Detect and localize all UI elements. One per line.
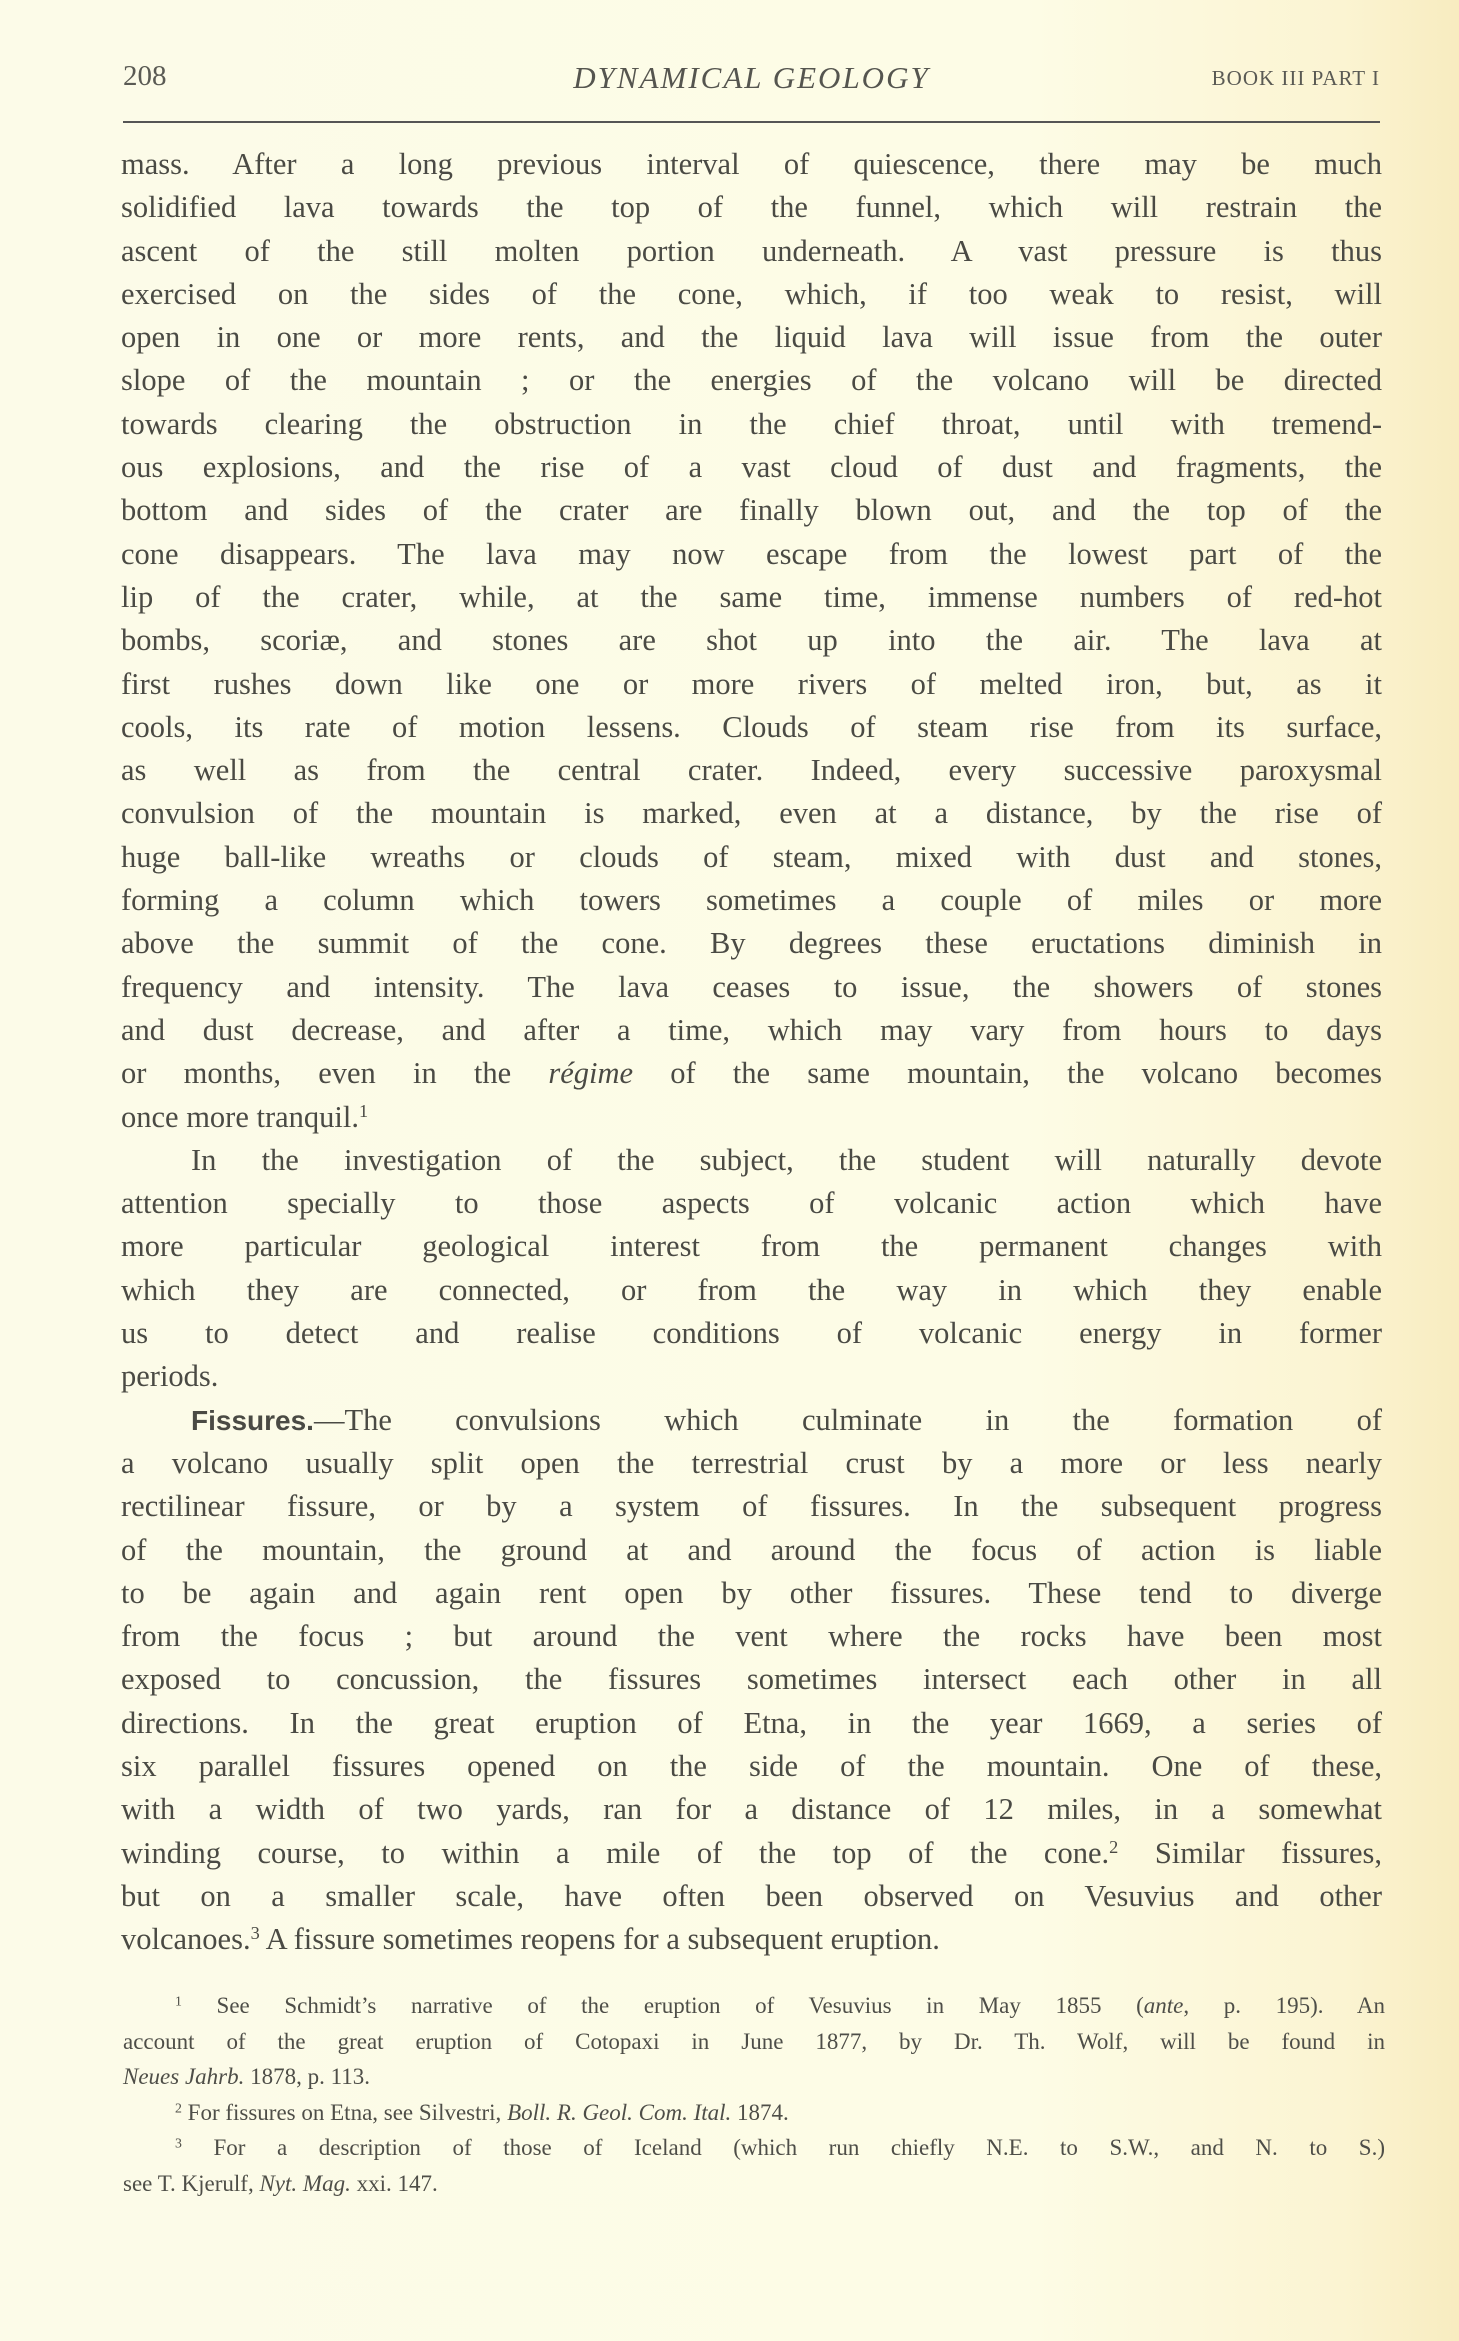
footnote-number: 1 [175, 1993, 182, 2009]
body-line [121, 1096, 1382, 1139]
body-line: bottom and sides of the crater are finally blown out, and the top of the [121, 493, 1382, 528]
text-run: See Schmidt’s narrative of the eruption of Vesuvius in May 1855 ( [181, 1993, 1144, 2018]
footnote-1 [123, 1988, 1385, 2095]
paragraph-investigation [121, 1139, 1382, 1355]
body-line: of the mountain, the ground at and around the focus of action is liable [121, 1532, 1382, 1567]
body-line [121, 1052, 1382, 1095]
body-line: periods. [121, 1359, 219, 1394]
body-line: frequency and intensity. The lava ceases to issue, the showers of stones [121, 969, 1382, 1004]
paragraph-eruption [121, 143, 1382, 1052]
body-line: a volcano usually split open the terrestrial crust by a more or less nearly [121, 1445, 1382, 1480]
footnote-line [123, 2059, 1385, 2095]
body-line: cools, its rate of motion lessens. Clouds of steam rise from its surface, [121, 709, 1382, 744]
body-line: from the focus ; but around the vent where the rocks have been most [121, 1619, 1382, 1654]
body-line: us to detect and realise conditions of volcanic energy in former [121, 1316, 1382, 1351]
text-run: , p. 195). An [1183, 1993, 1385, 2018]
body-line: bombs, scoriæ, and stones are shot up into the air. The lava at [121, 623, 1382, 658]
body-line: exercised on the sides of the cone, which, if too weak to resist, will [121, 276, 1382, 311]
text-run: 1874. [731, 2099, 789, 2125]
body-line [121, 1399, 1382, 1442]
body-line: lip of the crater, while, at the same time, immense numbers of red-hot [121, 579, 1382, 614]
footnote-line: account of the great eruption of Cotopaxi in June 1877, by Dr. Th. Wolf, will be found in [123, 2028, 1385, 2054]
header-rule [123, 121, 1380, 123]
footnote-line [123, 1988, 1385, 2024]
body-line: In the investigation of the subject, the student will naturally devote [191, 1142, 1382, 1177]
body-line: first rushes down like one or more rivers of melted iron, but, as it [121, 666, 1382, 701]
running-title: DYNAMICAL GEOLOGY [573, 60, 930, 95]
running-header [123, 60, 1380, 96]
text-run: Similar fissures, [1118, 1835, 1382, 1870]
body-line: with a width of two yards, ran for a distance of 12 miles, in a somewhat [121, 1792, 1382, 1827]
footnote-2 [123, 2095, 1385, 2131]
body-line: ous explosions, and the rise of a vast cloud of dust and fragments, the [121, 450, 1382, 485]
section-heading-fissures: Fissures. [191, 1404, 314, 1436]
text-run: see T. Kjerulf, [123, 2170, 260, 2196]
footnote-ref[interactable]: 2 [1109, 1836, 1119, 1857]
body-line: slope of the mountain ; or the energies of the volcano will be directed [121, 363, 1382, 398]
body-line: as well as from the central crater. Indeed, every successive paroxysmal [121, 753, 1382, 788]
text-run: of the same mountain, the volcano becomes [633, 1056, 1382, 1091]
paragraph-fissures [121, 1442, 1382, 1832]
body-line: directions. In the great eruption of Etna, in the year 1669, a series of [121, 1705, 1382, 1740]
body-line: rectilinear fissure, or by a system of fissures. In the subsequent progress [121, 1489, 1382, 1524]
text-run: or months, even in the [121, 1056, 549, 1091]
italic-term: régime [548, 1056, 634, 1091]
body-line: convulsion of the mountain is marked, even at a distance, by the rise of [121, 796, 1382, 831]
footnote-line [123, 2095, 1385, 2131]
text-run: xxi. 147. [350, 2170, 438, 2196]
footnote-ref[interactable]: 1 [358, 1100, 369, 1121]
body-line: open in one or more rents, and the liquid lava will issue from the outer [121, 320, 1382, 355]
body-line: cone disappears. The lava may now escape from the lowest part of the [121, 536, 1382, 571]
text-run: 1878, p. 113. [244, 2064, 371, 2089]
italic-term: ante [1143, 1993, 1184, 2018]
body-line: which they are connected, or from the way in which they enable [121, 1272, 1382, 1307]
italic-citation: Boll. R. Geol. Com. Ital. [507, 2099, 732, 2125]
text-run: —The convulsions which culminate in the formation of [313, 1402, 1382, 1437]
body-line [121, 1918, 1382, 1961]
section-label: BOOK III PART I [1211, 66, 1380, 90]
footnote-3 [123, 2130, 1385, 2201]
text-run: once more tranquil. [121, 1099, 359, 1134]
body-line: above the summit of the cone. By degrees these eructations diminish in [121, 926, 1382, 961]
footnote-line [123, 2166, 1385, 2202]
text-run: A fissure sometimes reopens for a subsequent eruption. [259, 1922, 940, 1957]
body-line: forming a column which towers sometimes a couple of miles or more [121, 883, 1382, 918]
body-line: but on a smaller scale, have often been observed on Vesuvius and other [121, 1878, 1382, 1913]
body-line: exposed to concussion, the fissures sometimes intersect each other in all [121, 1662, 1382, 1697]
footnote-line [123, 2130, 1385, 2166]
body-line [121, 1832, 1382, 1875]
footnotes [123, 1988, 1385, 2201]
body-text [121, 143, 1382, 1961]
footnote-number: 2 [175, 2099, 182, 2115]
italic-citation: Nyt. Mag. [259, 2170, 351, 2196]
body-line: mass. After a long previous interval of quiescence, there may be much [121, 147, 1382, 181]
body-line: huge ball-like wreaths or clouds of steam, mixed with dust and stones, [121, 839, 1382, 874]
page-number: 208 [123, 60, 167, 92]
body-line: towards clearing the obstruction in the chief throat, until with tremend- [121, 406, 1382, 441]
text-run: volcanoes. [121, 1922, 251, 1957]
text-run: For fissures on Etna, see Silvestri, [181, 2099, 508, 2125]
body-line: solidified lava towards the top of the funnel, which will restrain the [121, 190, 1382, 225]
footnote-number: 3 [175, 2135, 182, 2151]
body-line: and dust decrease, and after a time, which may vary from hours to days [121, 1012, 1382, 1047]
body-line: to be again and again rent open by other fissures. These tend to diverge [121, 1575, 1382, 1610]
body-line: ascent of the still molten portion underneath. A vast pressure is thus [121, 233, 1382, 268]
body-line: attention specially to those aspects of volcanic action which have [121, 1186, 1382, 1221]
text-run: winding course, to within a mile of the top of the cone. [121, 1835, 1110, 1870]
body-line: six parallel fissures opened on the side of the mountain. One of these, [121, 1748, 1382, 1783]
footnote-ref[interactable]: 3 [250, 1923, 260, 1944]
italic-citation: Neues Jahrb. [123, 2064, 245, 2089]
text-run: For a description of those of Iceland (which run chiefly N.E. to S.W., and N. to S.) [181, 2135, 1385, 2160]
body-line: more particular geological interest from the permanent changes with [121, 1229, 1382, 1264]
